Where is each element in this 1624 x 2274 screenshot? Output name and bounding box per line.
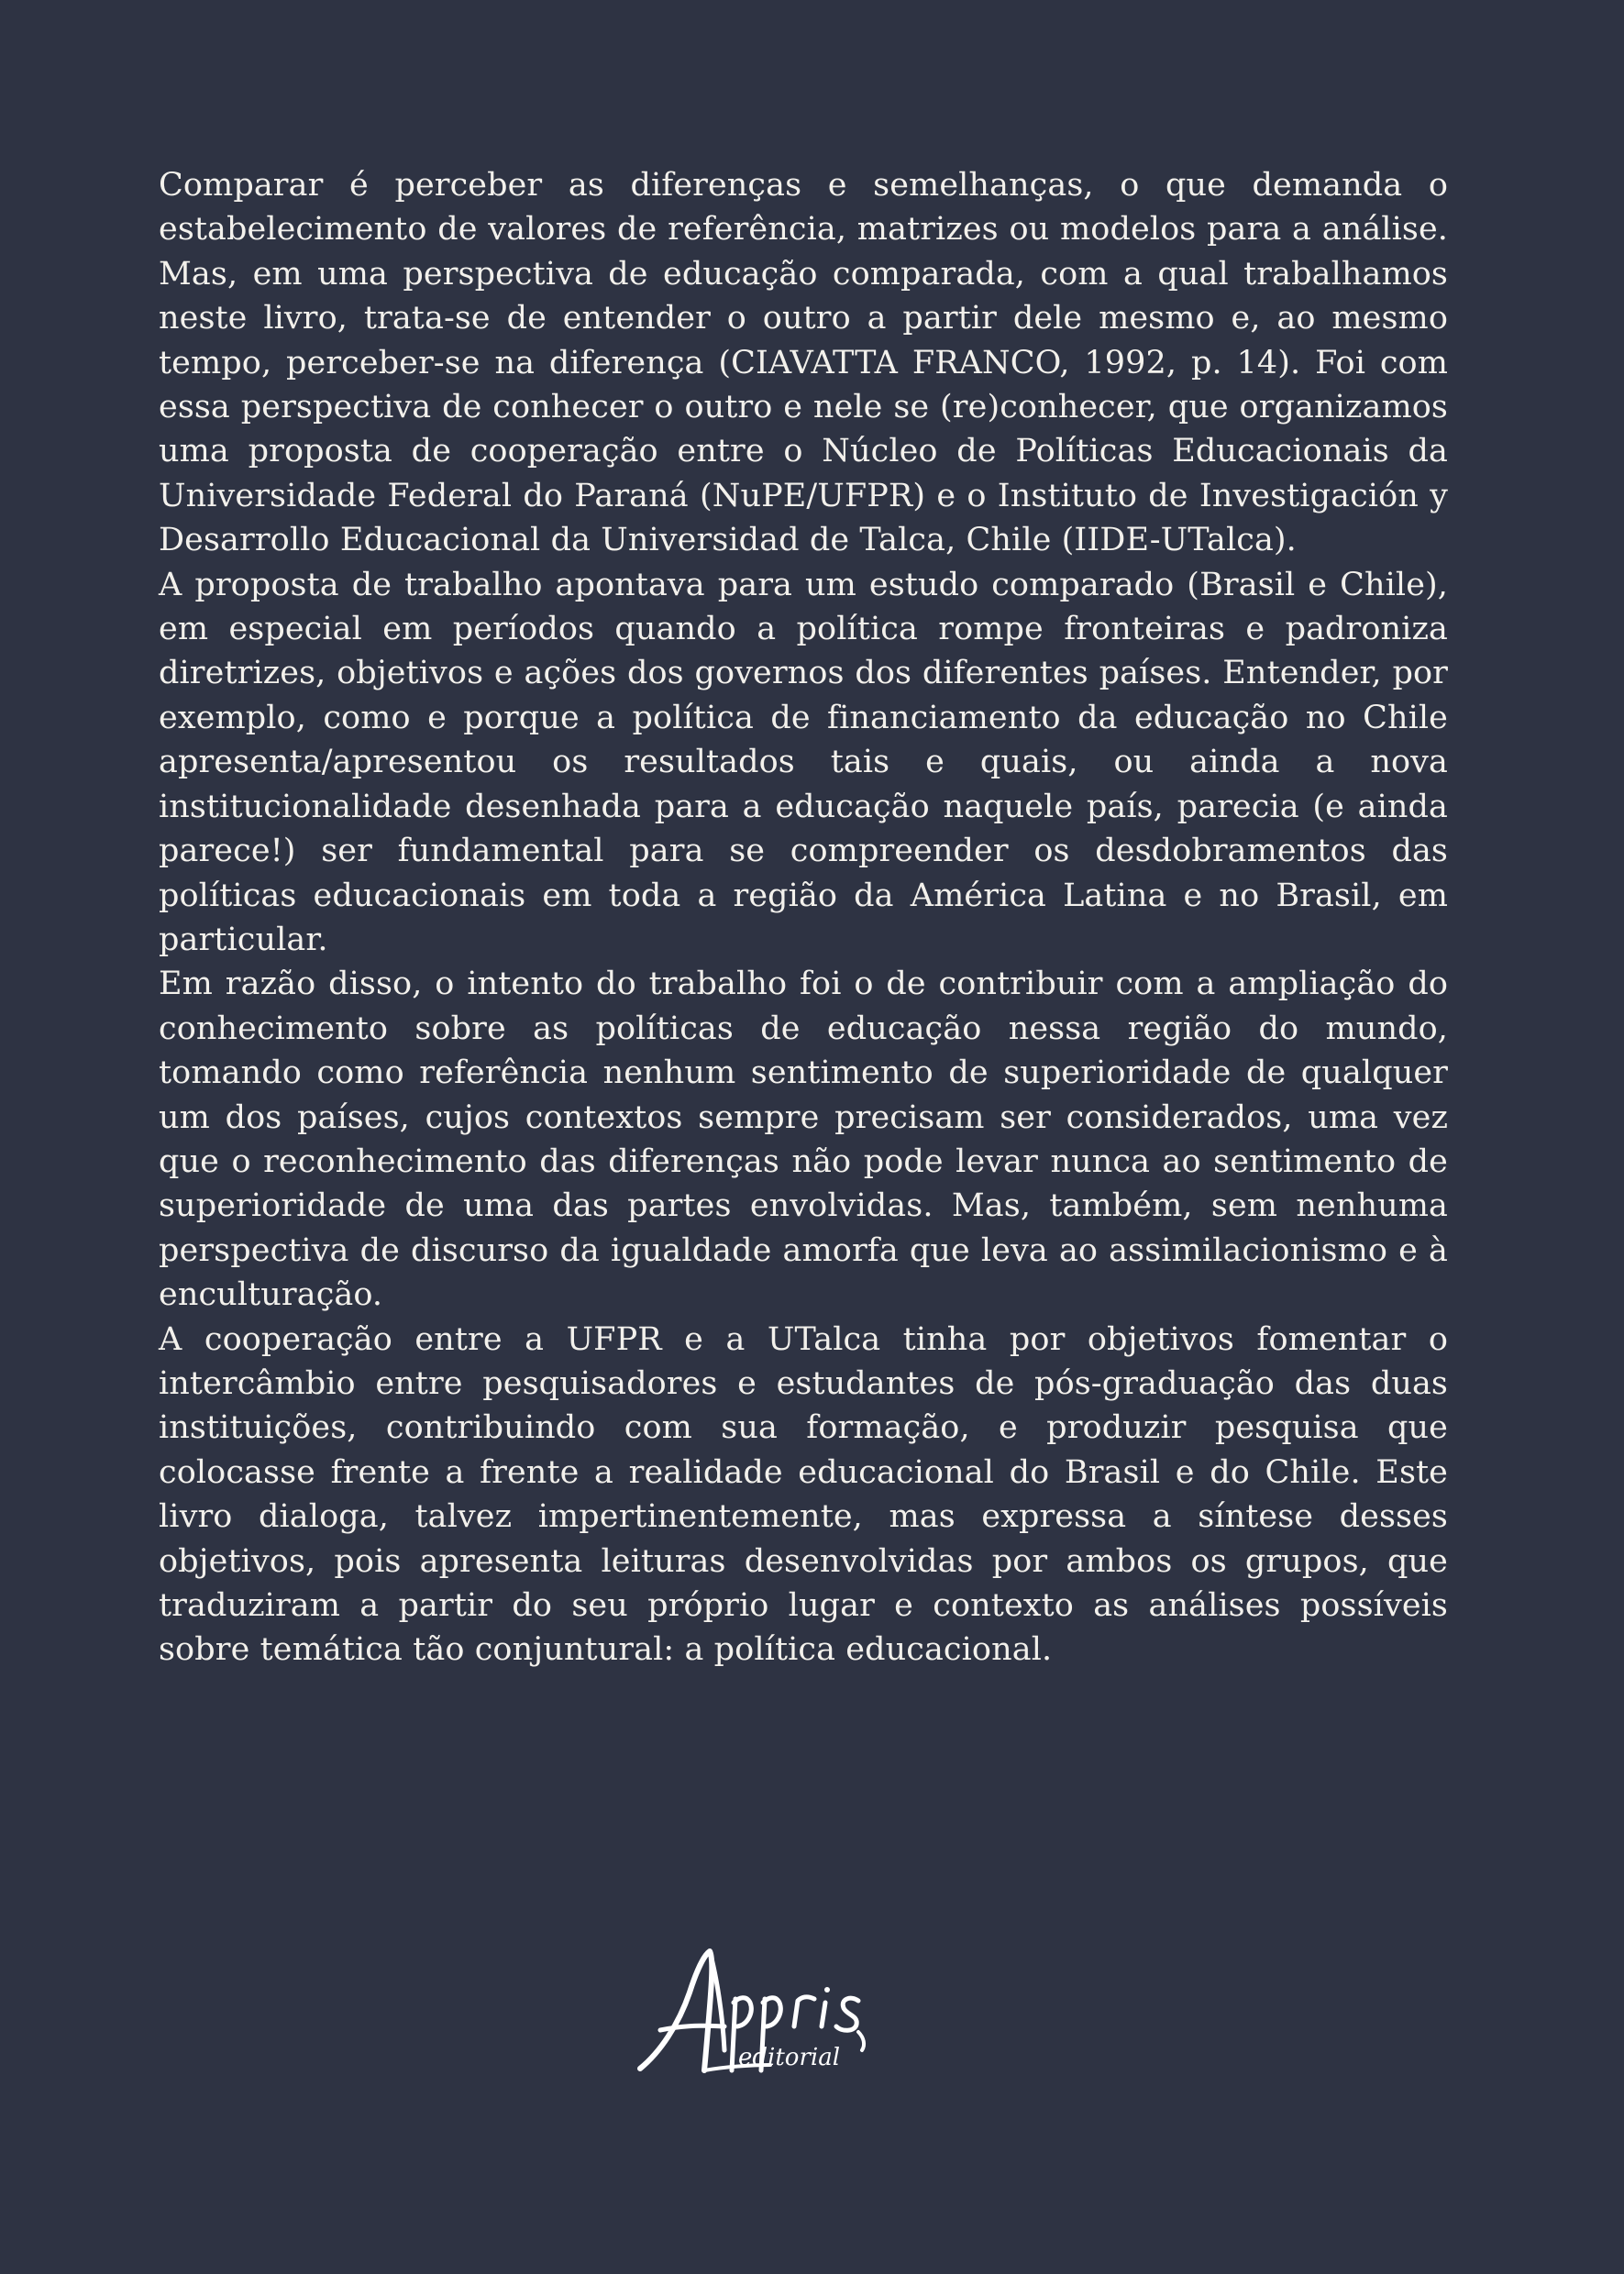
paragraph-2: A proposta de trabalho apontava para um estudo comparado (Brasil e Chile), em especial em períodos quando a política rompe fronteiras e padroniza diretrizes, objetivos e ações dos governos dos diferentes países. Entender, por exemplo, como e porque a política de financiamento da educação no Chile apresenta/apresentou os resultados tais e quais, ou ainda a nova institucionalidade desenhada para a educação naquele país, parecia (e ainda parece!) ser fundamental para se compreender os desdobramentos das políticas educacionais em toda a região da América Latina e no Brasil, em particular. <box>159 566 1448 958</box>
appris-logo-icon <box>633 1942 935 2080</box>
paragraph-3: Em razão disso, o intento do trabalho foi o de contribuir com a ampliação do conhecimento sobre as políticas de educação nessa região do mundo, tomando como referência nenhum sentimento de superioridade de qualquer um dos países, cujos contextos sempre precisam ser considerados, uma vez que o reconhecimento das diferenças não pode levar nunca ao sentimento de superioridade de uma das partes envolvidas. Mas, também, sem nenhuma perspectiva de discurso da igualdade amorfa que leva ao assimilacionismo e à enculturação. <box>159 966 1448 1314</box>
appris-editorial-logo <box>633 1942 935 2080</box>
paragraph-4: A cooperação entre a UFPR e a UTalca tinha por objetivos fomentar o intercâmbio entre pesquisadores e estudantes de pós-graduação das duas instituições, contribuindo com sua formação, e produzir pesquisa que colocasse frente a frente a realidade educacional do Brasil e do Chile. Este livro dialoga, talvez impertinentemente, mas expressa a síntese desses objetivos, pois apresenta leituras desenvolvidas por ambos os grupos, que traduziram a partir do seu próprio lugar e contexto as análises possíveis sobre temática tão conjuntural: a política educacional. <box>159 1320 1448 1669</box>
paragraph-1: Comparar é perceber as diferenças e semelhanças, o que demanda o estabelecimento de valores de referência, matrizes ou modelos para a análise. Mas, em uma perspectiva de educação comparada, com a qual trabalhamos neste livro, trata-se de entender o outro a partir dele mesmo e, ao mesmo tempo, perceber-se na diferença (CIAVATTA FRANCO, 1992, p. 14). Foi com essa perspectiva de conhecer o outro e nele se (re)conhecer, que organizamos uma proposta de cooperação entre o Núcleo de Políticas Educacionais da Universidade Federal do Paraná (NuPE/UFPR) e o Instituto de Investigación y Desarrollo Educacional da Universidad de Talca, Chile (IIDE-UTalca). <box>159 167 1448 559</box>
logo-subtitle: editorial <box>738 2044 841 2071</box>
back-cover-text <box>159 163 1448 1672</box>
